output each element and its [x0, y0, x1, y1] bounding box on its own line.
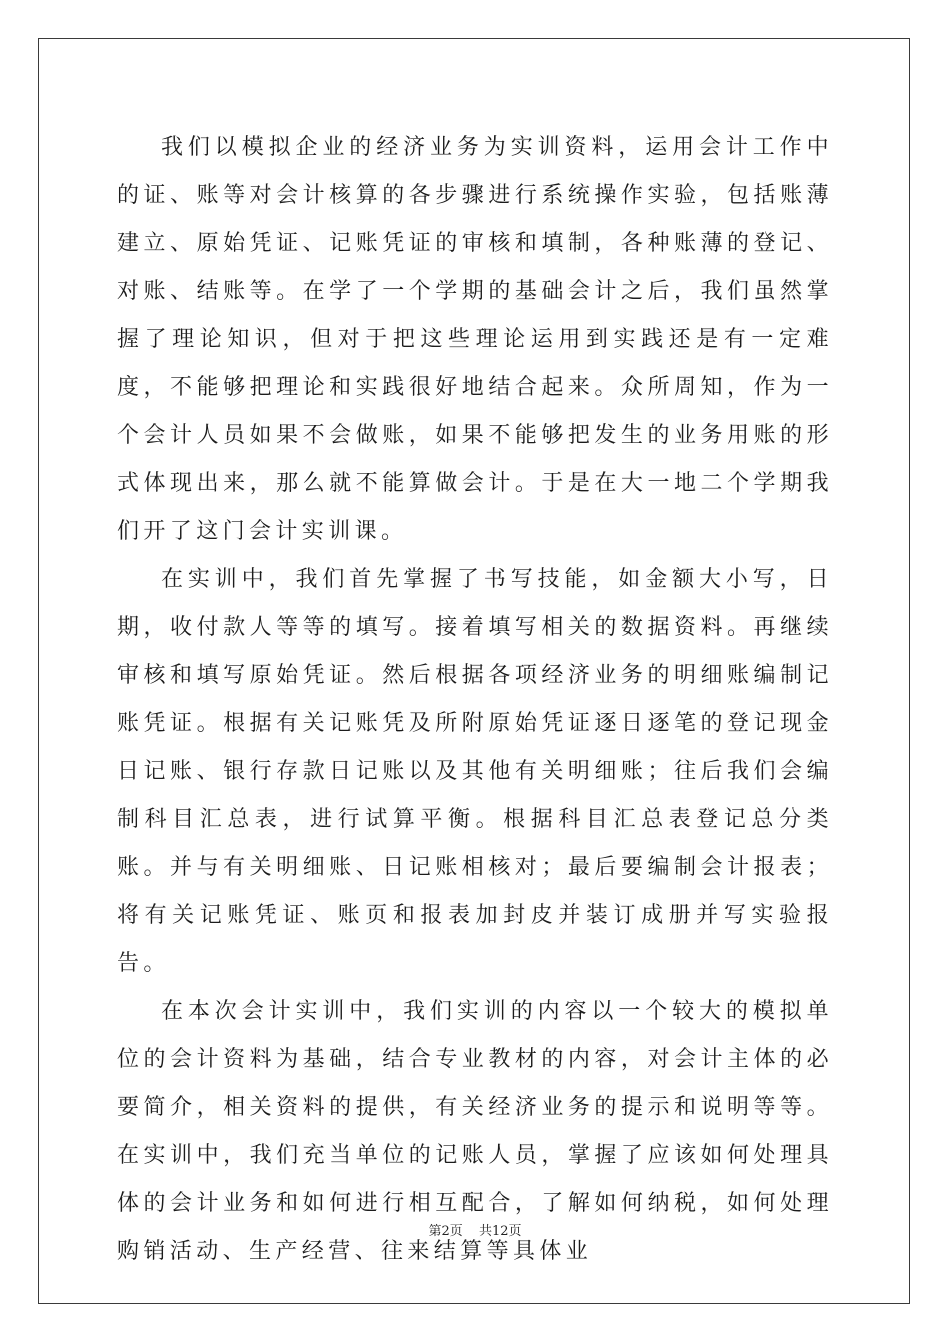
paragraph-2: 在实训中，我们首先掌握了书写技能，如金额大小写，日期，收付款人等等的填写。接着填写相关的数据资料。再继续审核和填写原始凭证。然后根据各项经济业务的明细账编制记账凭证。根据有关记账凭及所附原始凭证逐日逐笔的登记现金日记账、银行存款日记账以及其他有关明细账；往后我们会编制科目汇总表，进行试算平衡。根据科目汇总表登记总分类账。并与有关明细账、日记账相核对；最后要编制会计报表；将有关记账凭证、账页和报表加封皮并装订成册并写实验报告。: [117, 567, 833, 976]
document-body: [117, 124, 833, 1276]
page-total: 共12页: [478, 1224, 522, 1239]
page-footer: [0, 1220, 950, 1239]
page-number: 第2页: [428, 1224, 463, 1239]
paragraph-3: 在本次会计实训中，我们实训的内容以一个较大的模拟单位的会计资料为基础，结合专业教材的内容，对会计主体的必要简介，相关资料的提供，有关经济业务的提示和说明等等。在实训中，我们充当单位的记账人员，掌握了应该如何处理具体的会计业务和如何进行相互配合，了解如何纳税，如何处理购销活动、生产经营、往来结算等具体业: [117, 999, 833, 1264]
paragraph-1: 我们以模拟企业的经济业务为实训资料，运用会计工作中的证、账等对会计核算的各步骤进行系统操作实验，包括账薄建立、原始凭证、记账凭证的审核和填制，各种账薄的登记、对账、结账等。在学了一个学期的基础会计之后，我们虽然掌握了理论知识，但对于把这些理论运用到实践还是有一定难度，不能够把理论和实践很好地结合起来。众所周知，作为一个会计人员如果不会做账，如果不能够把发生的业务用账的形式体现出来，那么就不能算做会计。于是在大一地二个学期我们开了这门会计实训课。: [117, 135, 833, 544]
